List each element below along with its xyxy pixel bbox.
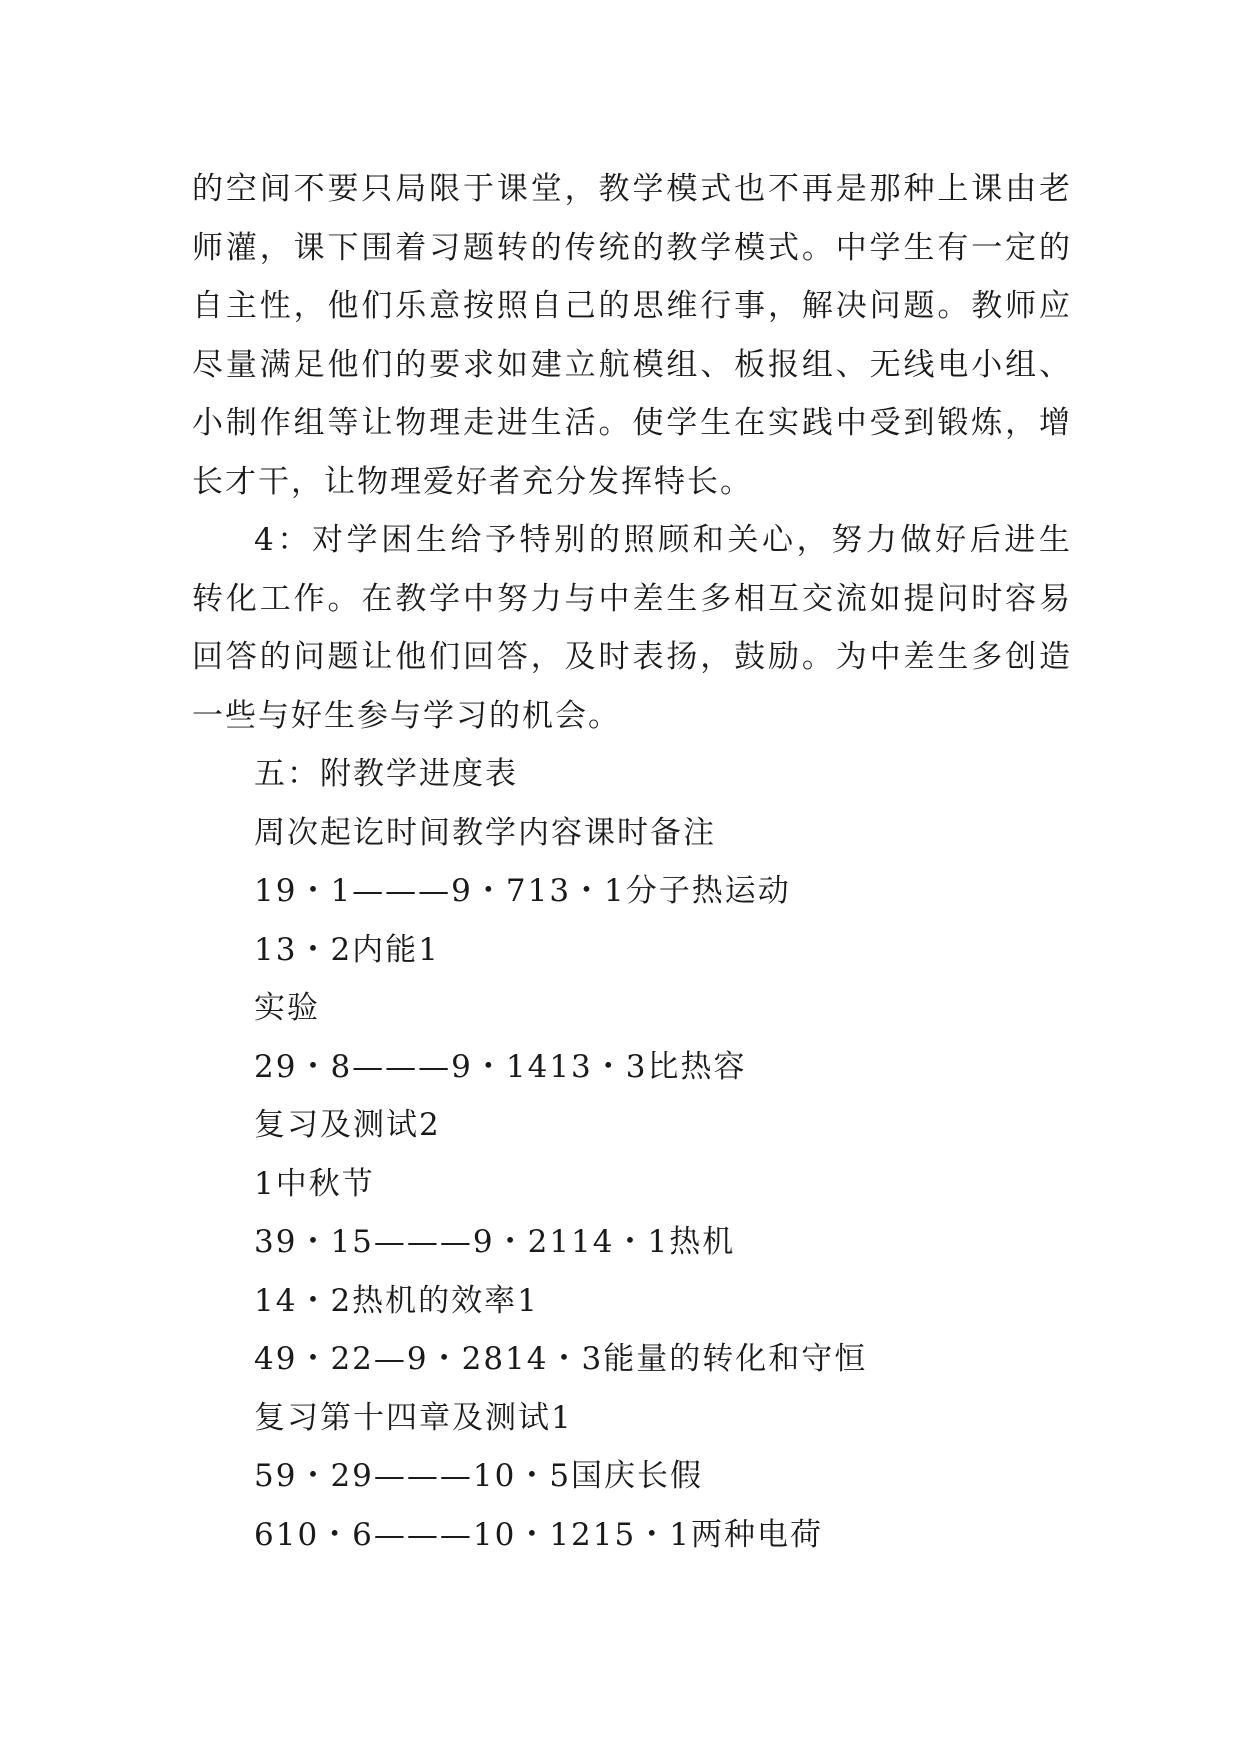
schedule-row: 复习第十四章及测试1: [254, 1399, 573, 1436]
text-line: 尽量满足他们的要求如建立航模组、板报组、无线电小组、: [192, 346, 1072, 383]
schedule-row: 59・29———10・5国庆长假: [254, 1458, 704, 1494]
text-line: 4：对学困生给予特别的照顾和关心，努力做好后进生: [254, 522, 1072, 558]
schedule-row: 复习及测试2: [254, 1107, 441, 1143]
text-line: 一些与好生参与学习的机会。: [192, 697, 621, 734]
text-line: 师灌，课下围着习题转的传统的教学模式。中学生有一定的: [192, 229, 1072, 266]
schedule-row: 13・2内能1: [254, 931, 440, 968]
schedule-header: 周次起讫时间教学内容课时备注: [254, 814, 716, 851]
schedule-row: 29・8———9・1413・3比热容: [254, 1048, 747, 1085]
schedule-row: 14・2热机的效率1: [254, 1282, 539, 1319]
text-line: 回答的问题让他们回答，及时表扬，鼓励。为中差生多创造: [192, 639, 1072, 675]
schedule-row: 610・6———10・1215・1两种电荷: [254, 1516, 823, 1553]
text-line: 小制作组等让物理走进生活。使学生在实践中受到锻炼，增: [192, 405, 1072, 441]
text-line: 的空间不要只局限于课堂，教学模式也不再是那种上课由老: [192, 171, 1072, 207]
text-line: 长才干，让物理爱好者充分发挥特长。: [192, 463, 753, 500]
paragraph-struggling-students: [192, 511, 1072, 745]
section-heading: 五：附教学进度表: [254, 756, 518, 792]
text-line: 转化工作。在教学中努力与中差生多相互交流如提问时容易: [192, 580, 1072, 617]
schedule-row: 39・15———9・2114・1热机: [254, 1224, 736, 1260]
paragraph-classroom-extension: [192, 160, 1072, 511]
document-page: [192, 160, 1072, 1564]
schedule-row: 19・1———9・713・1分子热运动: [254, 873, 791, 909]
text-line: 自主性，他们乐意按照自己的思维行事，解决问题。教师应: [192, 288, 1072, 324]
schedule-row: 49・22—9・2814・3能量的转化和守恒: [254, 1341, 868, 1377]
schedule-list: [192, 804, 1072, 1565]
schedule-row: 1中秋节: [254, 1165, 375, 1202]
schedule-row: 实验: [254, 990, 320, 1026]
